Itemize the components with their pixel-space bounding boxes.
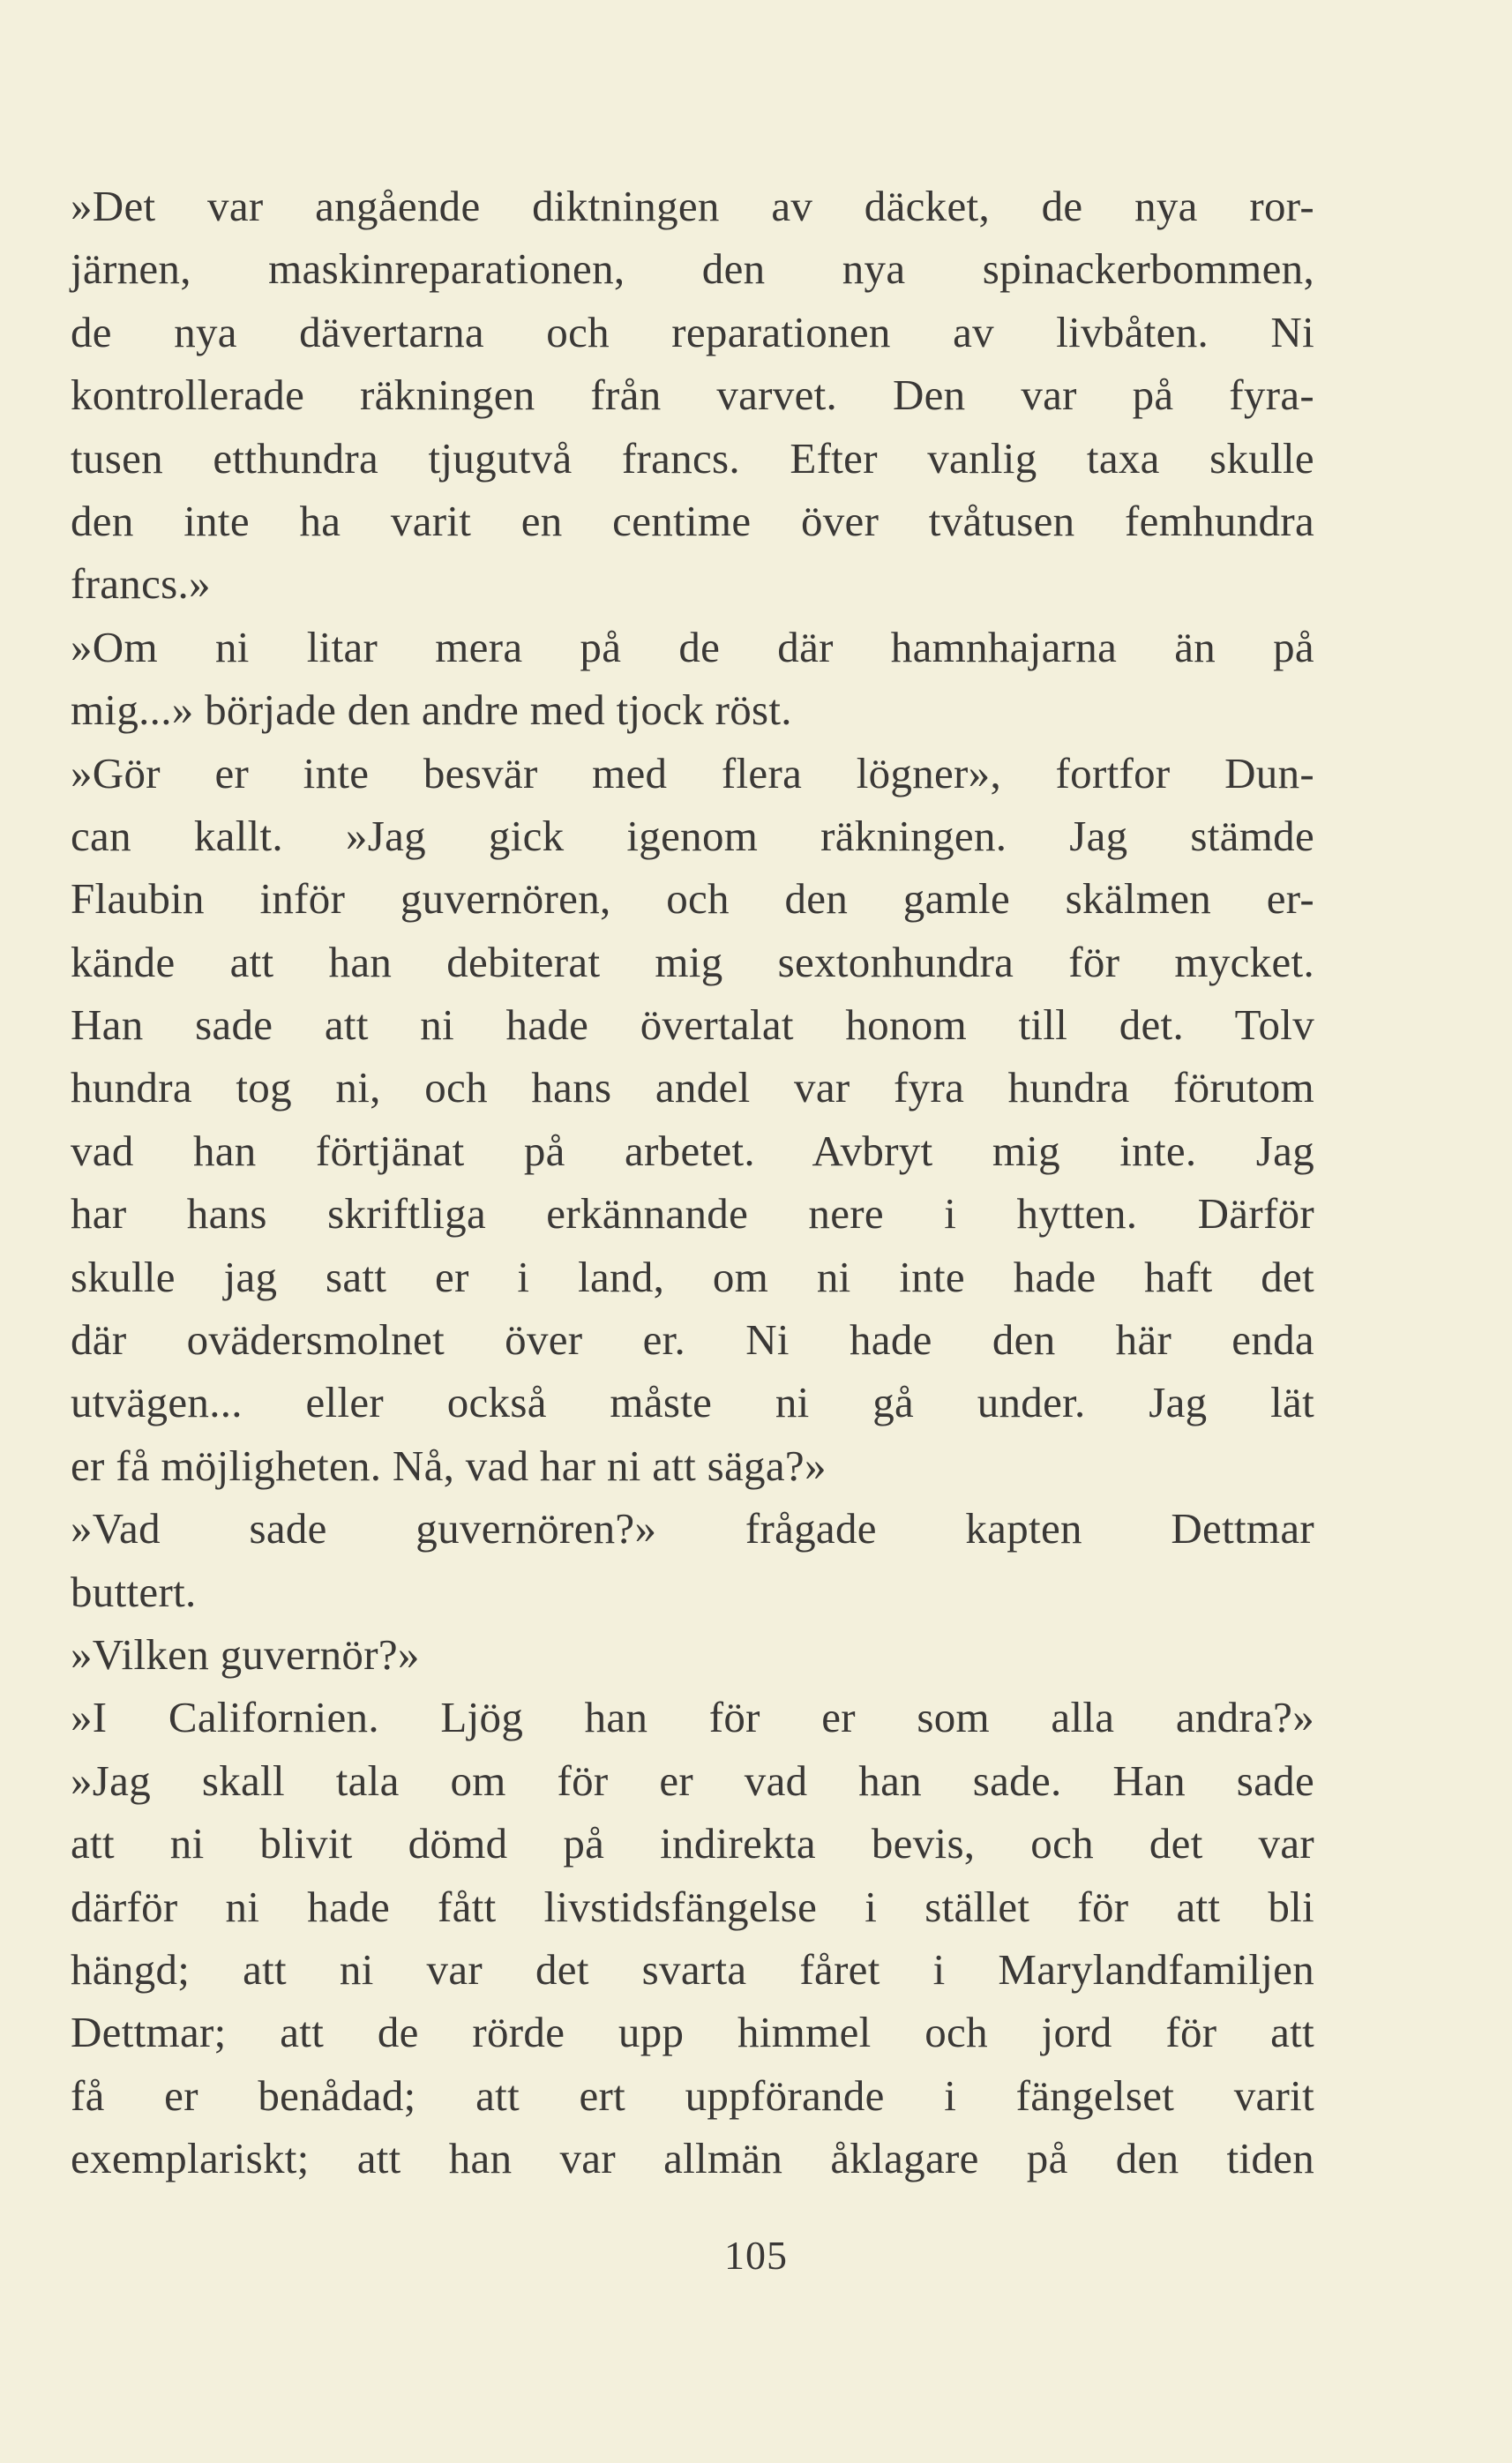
- text-line: can kallt. »Jag gick igenom räkningen. Jag stämde: [71, 811, 1314, 860]
- text-line: de nya dävertarna och reparationen av livbåten. Ni: [71, 307, 1314, 356]
- text-line: kontrollerade räkningen från varvet. Den var på fyra-: [71, 371, 1314, 420]
- text-line: »Gör er inte besvär med flera lögner», fortfor Dun-: [71, 748, 1314, 797]
- text-line: francs.»: [71, 559, 211, 609]
- text-line: Han sade att ni hade övertalat honom till det. Tolv: [71, 1000, 1314, 1050]
- text-line: utvägen... eller också måste ni gå under. Jag lät: [71, 1378, 1314, 1427]
- text-line: exemplariskt; att han var allmän åklagare på den tiden: [71, 2134, 1314, 2183]
- text-line: att ni blivit dömd på indirekta bevis, och det var: [71, 1819, 1314, 1868]
- text-line: er få möjligheten. Nå, vad har ni att säga?»: [71, 1441, 827, 1490]
- text-line: hundra tog ni, och hans andel var fyra hundra förutom: [71, 1063, 1314, 1112]
- text-line: hängd; att ni var det svarta fåret i Marylandfamiljen: [71, 1944, 1314, 1994]
- text-line: buttert.: [71, 1567, 197, 1616]
- text-line: vad han förtjänat på arbetet. Avbryt mig inte. Jag: [71, 1126, 1314, 1175]
- text-line: kände att han debiterat mig sextonhundra för mycket.: [71, 937, 1314, 986]
- text-line: järnen, maskinreparationen, den nya spinackerbommen,: [71, 244, 1314, 294]
- text-line: tusen etthundra tjugutvå francs. Efter vanlig taxa skulle: [71, 433, 1314, 483]
- text-line: »Det var angående diktningen av däcket, de nya ror-: [71, 182, 1314, 230]
- text-line: Dettmar; att de rörde upp himmel och jord för att: [71, 2008, 1314, 2057]
- body-text: [71, 175, 1314, 2190]
- text-line: mig...» började den andre med tjock röst.: [71, 685, 792, 735]
- text-line: skulle jag satt er i land, om ni inte hade haft det: [71, 1252, 1314, 1301]
- text-line: »I Californien. Ljög han för er som alla andra?»: [71, 1693, 1314, 1742]
- text-line: där ovädersmolnet över er. Ni hade den här enda: [71, 1315, 1314, 1365]
- text-line: Flaubin inför guvernören, och den gamle skälmen er-: [71, 874, 1314, 924]
- text-line: »Vilken guvernör?»: [71, 1629, 420, 1679]
- text-line: »Vad sade guvernören?» frågade kapten Dettmar: [71, 1504, 1314, 1553]
- page-number: 105: [724, 2233, 788, 2278]
- text-line: har hans skriftliga erkännande nere i hytten. Därför: [71, 1189, 1314, 1239]
- text-line: få er benådad; att ert uppförande i fängelset varit: [71, 2070, 1314, 2120]
- text-line: »Jag skall tala om för er vad han sade. Han sade: [71, 1756, 1314, 1805]
- text-line: den inte ha varit en centime över tvåtusen femhundra: [71, 496, 1314, 545]
- text-line: därför ni hade fått livstidsfängelse i stället för att bli: [71, 1882, 1314, 1931]
- text-line: »Om ni litar mera på de där hamnhajarna än på: [71, 622, 1314, 671]
